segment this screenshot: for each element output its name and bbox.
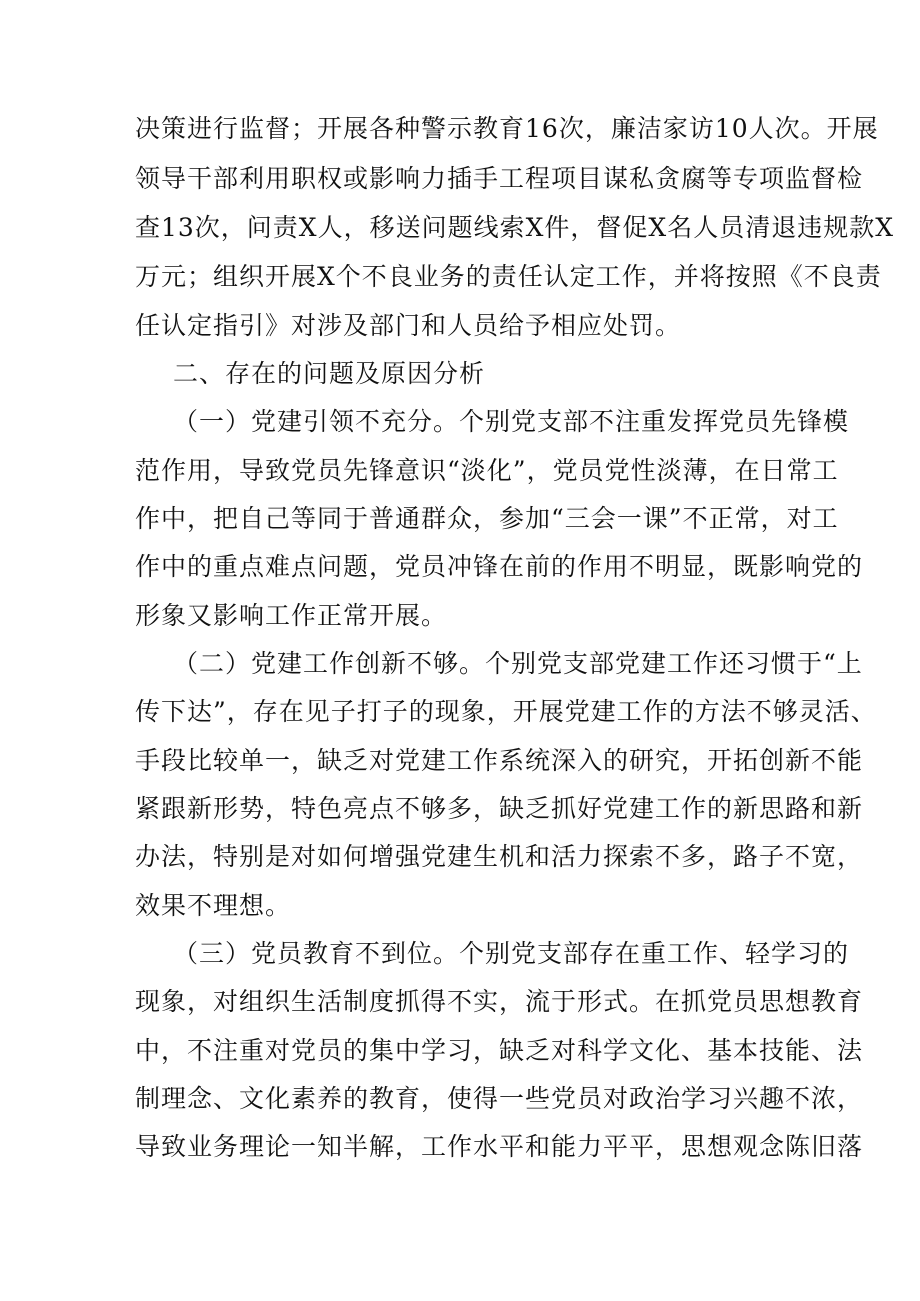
paragraph-line: 形象又影响工作正常开展。 <box>135 601 448 630</box>
paragraph-line: 范作用，导致党员先锋意识“淡化”，党员党性淡薄，在日常工 <box>135 456 839 485</box>
paragraph-line: 制理念、文化素养的教育，使得一些党员对政治学习兴趣不浓， <box>135 1084 864 1113</box>
paragraph-line: 作中，把自己等同于普通群众，参加“三会一课”不正常，对工 <box>135 504 839 533</box>
paragraph-line: 手段比较单一，缺乏对党建工作系统深入的研究，开拓创新不能 <box>135 746 864 775</box>
paragraph-line: 紧跟新形势，特色亮点不够多，缺乏抓好党建工作的新思路和新 <box>135 794 864 823</box>
text-line: 决策进行监督；开展各种警示教育16次，廉洁家访10人次。开展 <box>135 114 879 143</box>
paragraph-line: （三）党员教育不到位。个别党支部存在重工作、轻学习的 <box>173 939 850 968</box>
paragraph-line: （二）党建工作创新不够。个别党支部党建工作还习惯于“上 <box>173 649 863 678</box>
text-line: 查13次，问责X人，移送问题线索X件，督促X名人员清退违规款X <box>135 213 895 242</box>
paragraph-line: 中，不注重对党员的集中学习，缺乏对科学文化、基本技能、法 <box>135 1036 864 1065</box>
paragraph-line: 效果不理想。 <box>135 891 292 920</box>
paragraph-line: 传下达”，存在见子打子的现象，开展党建工作的方法不够灵活、 <box>135 697 877 726</box>
paragraph-line: 作中的重点难点问题，党员冲锋在前的作用不明显，既影响党的 <box>135 552 864 581</box>
text-line: 领导干部利用职权或影响力插手工程项目谋私贪腐等专项监督检 <box>135 164 864 193</box>
paragraph-line: 办法，特别是对如何增强党建生机和活力探索不多，路子不宽， <box>135 842 864 871</box>
section-heading: 二、存在的问题及原因分析 <box>173 359 486 388</box>
paragraph-line: （一）党建引领不充分。个别党支部不注重发挥党员先锋模 <box>173 407 850 436</box>
text-line: 万元；组织开展X个不良业务的责任认定工作，并将按照《不良责 <box>135 262 882 291</box>
text-line: 任认定指引》对涉及部门和人员给予相应处罚。 <box>135 311 682 340</box>
paragraph-line: 导致业务理论一知半解，工作水平和能力平平，思想观念陈旧落 <box>135 1132 864 1161</box>
paragraph-line: 现象，对组织生活制度抓得不实，流于形式。在抓党员思想教育 <box>135 987 864 1016</box>
